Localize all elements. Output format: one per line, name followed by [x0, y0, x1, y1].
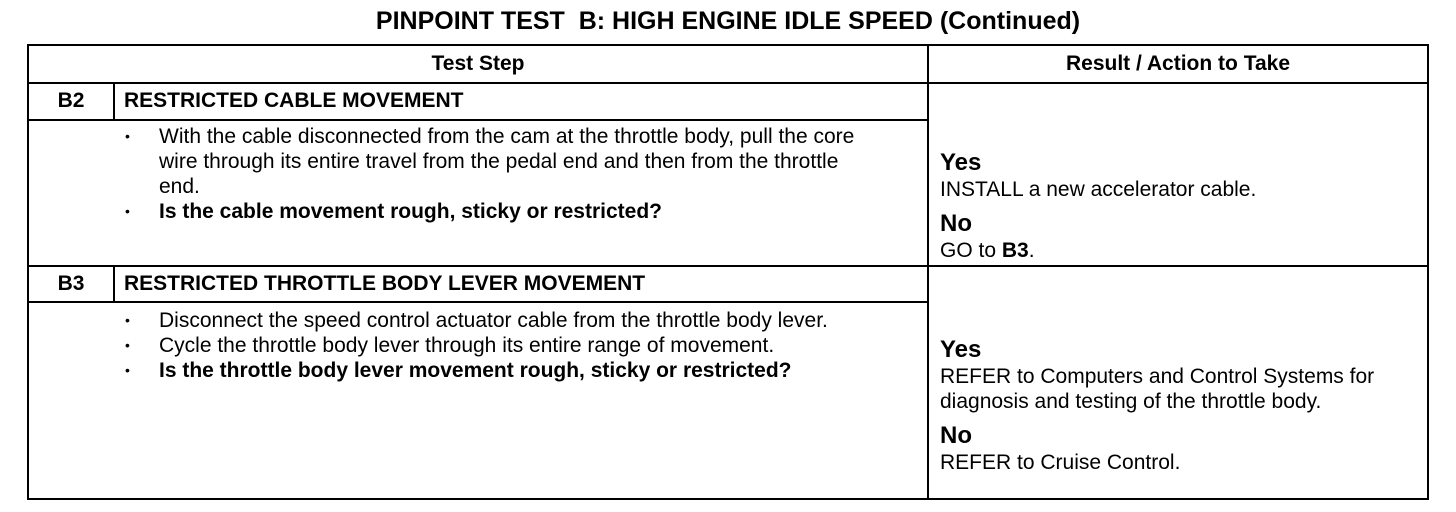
- header-result: Result / Action to Take: [1065, 52, 1291, 75]
- no-action-prefix: GO to: [940, 239, 1002, 262]
- column-divider: [927, 46, 929, 498]
- row-b3-id-divider: [113, 267, 115, 301]
- yes-label: Yes: [940, 149, 982, 176]
- no-label: No: [940, 210, 972, 237]
- list-item: • Cycle the throttle body lever through its entire range of movement.: [125, 333, 845, 358]
- no-action: REFER to Cruise Control.: [940, 451, 1181, 474]
- step-id-b2: B2: [57, 89, 85, 112]
- row-b2-id-divider: [113, 84, 115, 119]
- result-b3: [940, 336, 1410, 475]
- yes-label: Yes: [940, 336, 982, 363]
- step-title-b2: RESTRICTED CABLE MOVEMENT: [124, 89, 464, 112]
- no-action: [940, 238, 1410, 263]
- no-action-suffix: .: [1028, 239, 1035, 262]
- result-b2: [940, 149, 1410, 263]
- yes-action: REFER to Computers and Control Systems for diagnosis and testing of the throttle body.: [940, 365, 1375, 413]
- list-item: • With the cable disconnected from the cam at the throttle body, pull the core wire through its entire travel from the pedal end and then from the throttle end.: [125, 124, 865, 199]
- pinpoint-test-table: [27, 44, 1429, 500]
- list-item: • Disconnect the speed control actuator cable from the throttle body lever.: [125, 308, 845, 333]
- row-b2-title-divider: [29, 119, 927, 121]
- step-reference-b3: B3: [1001, 239, 1029, 262]
- no-label: No: [940, 422, 972, 449]
- step-title-b3: RESTRICTED THROTTLE BODY LEVER MOVEMENT: [124, 272, 646, 295]
- yes-action: INSTALL a new accelerator cable.: [940, 178, 1257, 201]
- list-item: • Is the throttle body lever movement rough, sticky or restricted?: [125, 358, 845, 383]
- step-instructions-b3: [125, 308, 845, 383]
- header-test-step: Test Step: [431, 52, 525, 75]
- step-id-b3: B3: [57, 272, 85, 295]
- list-item: • Is the cable movement rough, sticky or restricted?: [125, 199, 865, 224]
- page-title: PINPOINT TEST B: HIGH ENGINE IDLE SPEED (Continued): [375, 7, 1081, 35]
- step-instructions-b2: [125, 124, 865, 224]
